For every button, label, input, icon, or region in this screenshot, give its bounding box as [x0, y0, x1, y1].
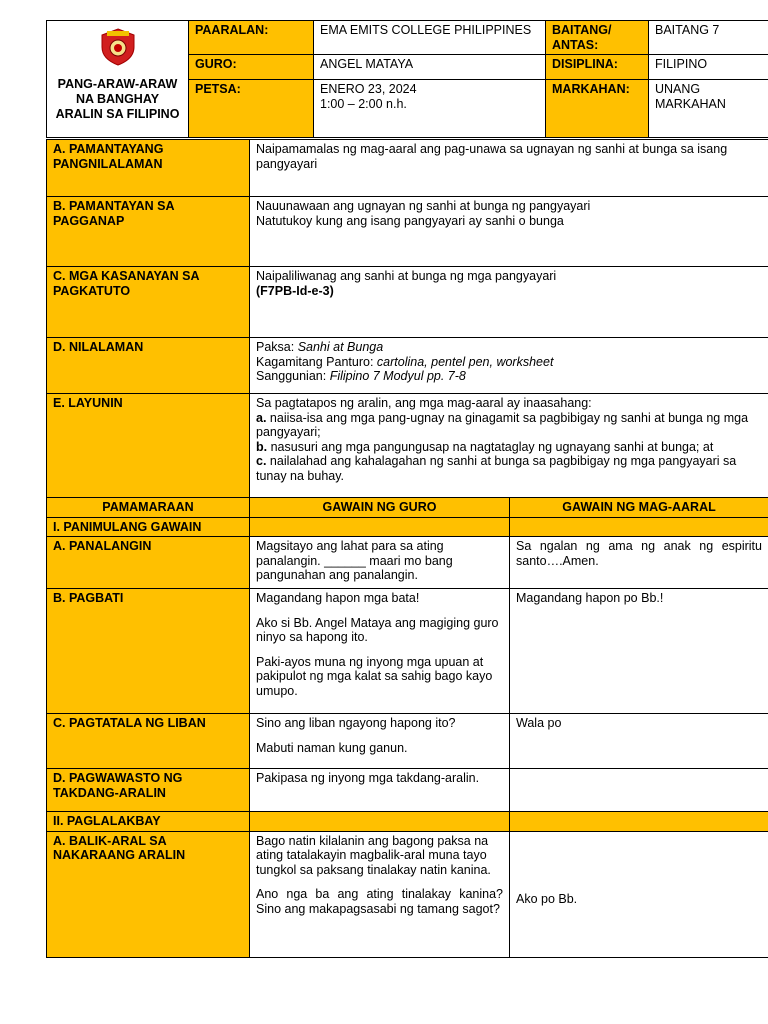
- section-d-content: [250, 338, 768, 394]
- pagbati-guro-line: Magandang hapon mga bata!: [256, 591, 420, 605]
- baitang-value: BAITANG 7: [649, 21, 768, 55]
- liban-label: C. PAGTATALA NG LIBAN: [47, 714, 250, 769]
- layunin-item: [256, 440, 762, 455]
- layunin-text: naiisa-isa ang mga pang-ugnay na ginagamit sa pagbibigay ng sanhi at bunga ng mga pangyayari;: [256, 410, 749, 439]
- guro-value: ANGEL MATAYA: [314, 55, 546, 80]
- layunin-text: nailalahad ang kahalagahan ng sanhi at bunga sa pagbibigay ng mga pangyayari sa tunay na buhay.: [256, 454, 737, 483]
- section-c-code: (F7PB-Id-e-3): [256, 283, 334, 298]
- sanggunian-label: Sanggunian:: [256, 369, 330, 383]
- balik-aral-guro-line: Ano nga ba ang ating tinalakay kanina? Sino ang makapagsasabi ng tamang sagot?: [256, 887, 503, 916]
- paksa-line: [256, 340, 762, 355]
- part-2-fill: [510, 812, 768, 832]
- plan-title: PANG-ARAW-ARAW NA BANGHAY ARALIN SA FILIPINO: [55, 76, 180, 121]
- kagamitan-line: [256, 355, 762, 370]
- layunin-intro: Sa pagtatapos ng aralin, ang mga mag-aaral ay inaasahang:: [256, 396, 592, 410]
- section-b-line: Natutukoy kung ang isang pangyayari ay sanhi o bunga: [256, 213, 564, 228]
- layunin-key: c.: [256, 454, 267, 468]
- section-c-line: Naipaliliwanag ang sanhi at bunga ng mga pangyayari: [256, 269, 557, 283]
- takda-mag-aaral: [510, 769, 768, 812]
- layunin-key: a.: [256, 410, 267, 425]
- paaralan-label: PAARALAN:: [189, 21, 314, 55]
- col-header-mag-aaral: GAWAIN NG MAG-AARAL: [510, 498, 768, 518]
- petsa-value: [314, 80, 546, 138]
- panalangin-mag-aaral: Sa ngalan ng ama ng anak ng espiritu santo….Amen.: [510, 537, 768, 589]
- sanggunian-line: [256, 369, 762, 384]
- part-2-fill: [250, 812, 510, 832]
- layunin-item: [256, 454, 762, 483]
- balik-aral-label: A. BALIK-ARAL SA NAKARAANG ARALIN: [47, 831, 250, 957]
- liban-guro: [250, 714, 510, 769]
- liban-guro-line: Sino ang liban ngayong hapong ito?: [256, 716, 456, 730]
- pagbati-guro-line: Ako si Bb. Angel Mataya ang magiging guro ninyo sa hapong ito.: [256, 615, 499, 644]
- section-c-content: [250, 267, 768, 338]
- header-table: [46, 20, 768, 138]
- petsa-label: PETSA:: [189, 80, 314, 138]
- part-1-fill: [250, 517, 510, 537]
- markahan-label: MARKAHAN:: [546, 80, 649, 138]
- layunin-key: b.: [256, 439, 268, 454]
- part-1-fill: [510, 517, 768, 537]
- section-d-label: D. NILALAMAN: [47, 338, 250, 394]
- balik-aral-mag-aaral: [510, 831, 768, 957]
- takda-guro: Pakipasa ng inyong mga takdang-aralin.: [250, 769, 510, 812]
- sanggunian-value: Filipino 7 Modyul pp. 7-8: [329, 369, 466, 383]
- balik-aral-answer: Ako po Bb.: [516, 891, 578, 906]
- section-b-label: B. PAMANTAYAN SA PAGGANAP: [47, 197, 250, 267]
- panalangin-label: A. PANALANGIN: [47, 537, 250, 589]
- col-header-guro: GAWAIN NG GURO: [250, 498, 510, 518]
- disiplina-label: DISIPLINA:: [546, 55, 649, 80]
- paksa-value: Sanhi at Bunga: [297, 340, 384, 354]
- layunin-text: nasusuri ang mga pangungusap na nagtataglay ng ugnayang sanhi at bunga; at: [267, 439, 714, 454]
- section-e-label: E. LAYUNIN: [47, 394, 250, 498]
- pagbati-guro-line: Paki-ayos muna ng inyong mga upuan at pakipulot ng mga kalat sa sahig bago kayo umupo.: [256, 654, 493, 698]
- markahan-value: UNANG MARKAHAN: [649, 80, 768, 138]
- guro-label: GURO:: [189, 55, 314, 80]
- col-header-pamamaraan: PAMAMARAAN: [47, 498, 250, 518]
- petsa-date: ENERO 23, 2024: [320, 82, 417, 96]
- kagamitan-label: Kagamitang Panturo:: [256, 354, 377, 369]
- baitang-label: BAITANG/ ANTAS:: [546, 21, 649, 55]
- section-c-label: C. MGA KASANAYAN SA PAGKATUTO: [47, 267, 250, 338]
- paksa-label: Paksa:: [256, 340, 298, 354]
- school-seal-logo: [98, 27, 138, 67]
- pagbati-guro: [250, 589, 510, 714]
- logo-cell: [47, 21, 189, 138]
- petsa-time: 1:00 – 2:00 n.h.: [320, 96, 407, 111]
- lesson-plan-table: [46, 139, 768, 958]
- pagbati-mag-aaral: Magandang hapon po Bb.!: [510, 589, 768, 714]
- kagamitan-value: cartolina, pentel pen, worksheet: [376, 354, 554, 369]
- section-a-text: Naipamamalas ng mag-aaral ang pag-unawa sa ugnayan ng sanhi at bunga sa isang pangyayari: [250, 140, 768, 197]
- liban-mag-aaral: Wala po: [510, 714, 768, 769]
- balik-aral-guro: [250, 831, 510, 957]
- panalangin-guro: Magsitayo ang lahat para sa ating panalangin. ______ maari mo bang pangunahan ang panalangin.: [250, 537, 510, 589]
- layunin-item: [256, 411, 762, 440]
- section-e-content: [250, 394, 768, 498]
- part-1-heading: I. PANIMULANG GAWAIN: [47, 517, 250, 537]
- liban-guro-line: Mabuti naman kung ganun.: [256, 740, 408, 755]
- part-2-heading: II. PAGLALAKBAY: [47, 812, 250, 832]
- section-b-content: [250, 197, 768, 267]
- paaralan-value: EMA EMITS COLLEGE PHILIPPINES: [314, 21, 546, 55]
- section-a-label: A. PAMANTAYANG PANGNILALAMAN: [47, 140, 250, 197]
- pagbati-label: B. PAGBATI: [47, 589, 250, 714]
- disiplina-value: FILIPINO: [649, 55, 768, 80]
- balik-aral-guro-line: Bago natin kilalanin ang bagong paksa na ating tatalakayin magbalik-aral muna tayo tungkol sa paksang tinalakay natin kanina.: [256, 833, 491, 877]
- takda-label: D. PAGWAWASTO NG TAKDANG-ARALIN: [47, 769, 250, 812]
- section-b-line: Nauunawaan ang ugnayan ng sanhi at bunga ng pangyayari: [256, 199, 591, 213]
